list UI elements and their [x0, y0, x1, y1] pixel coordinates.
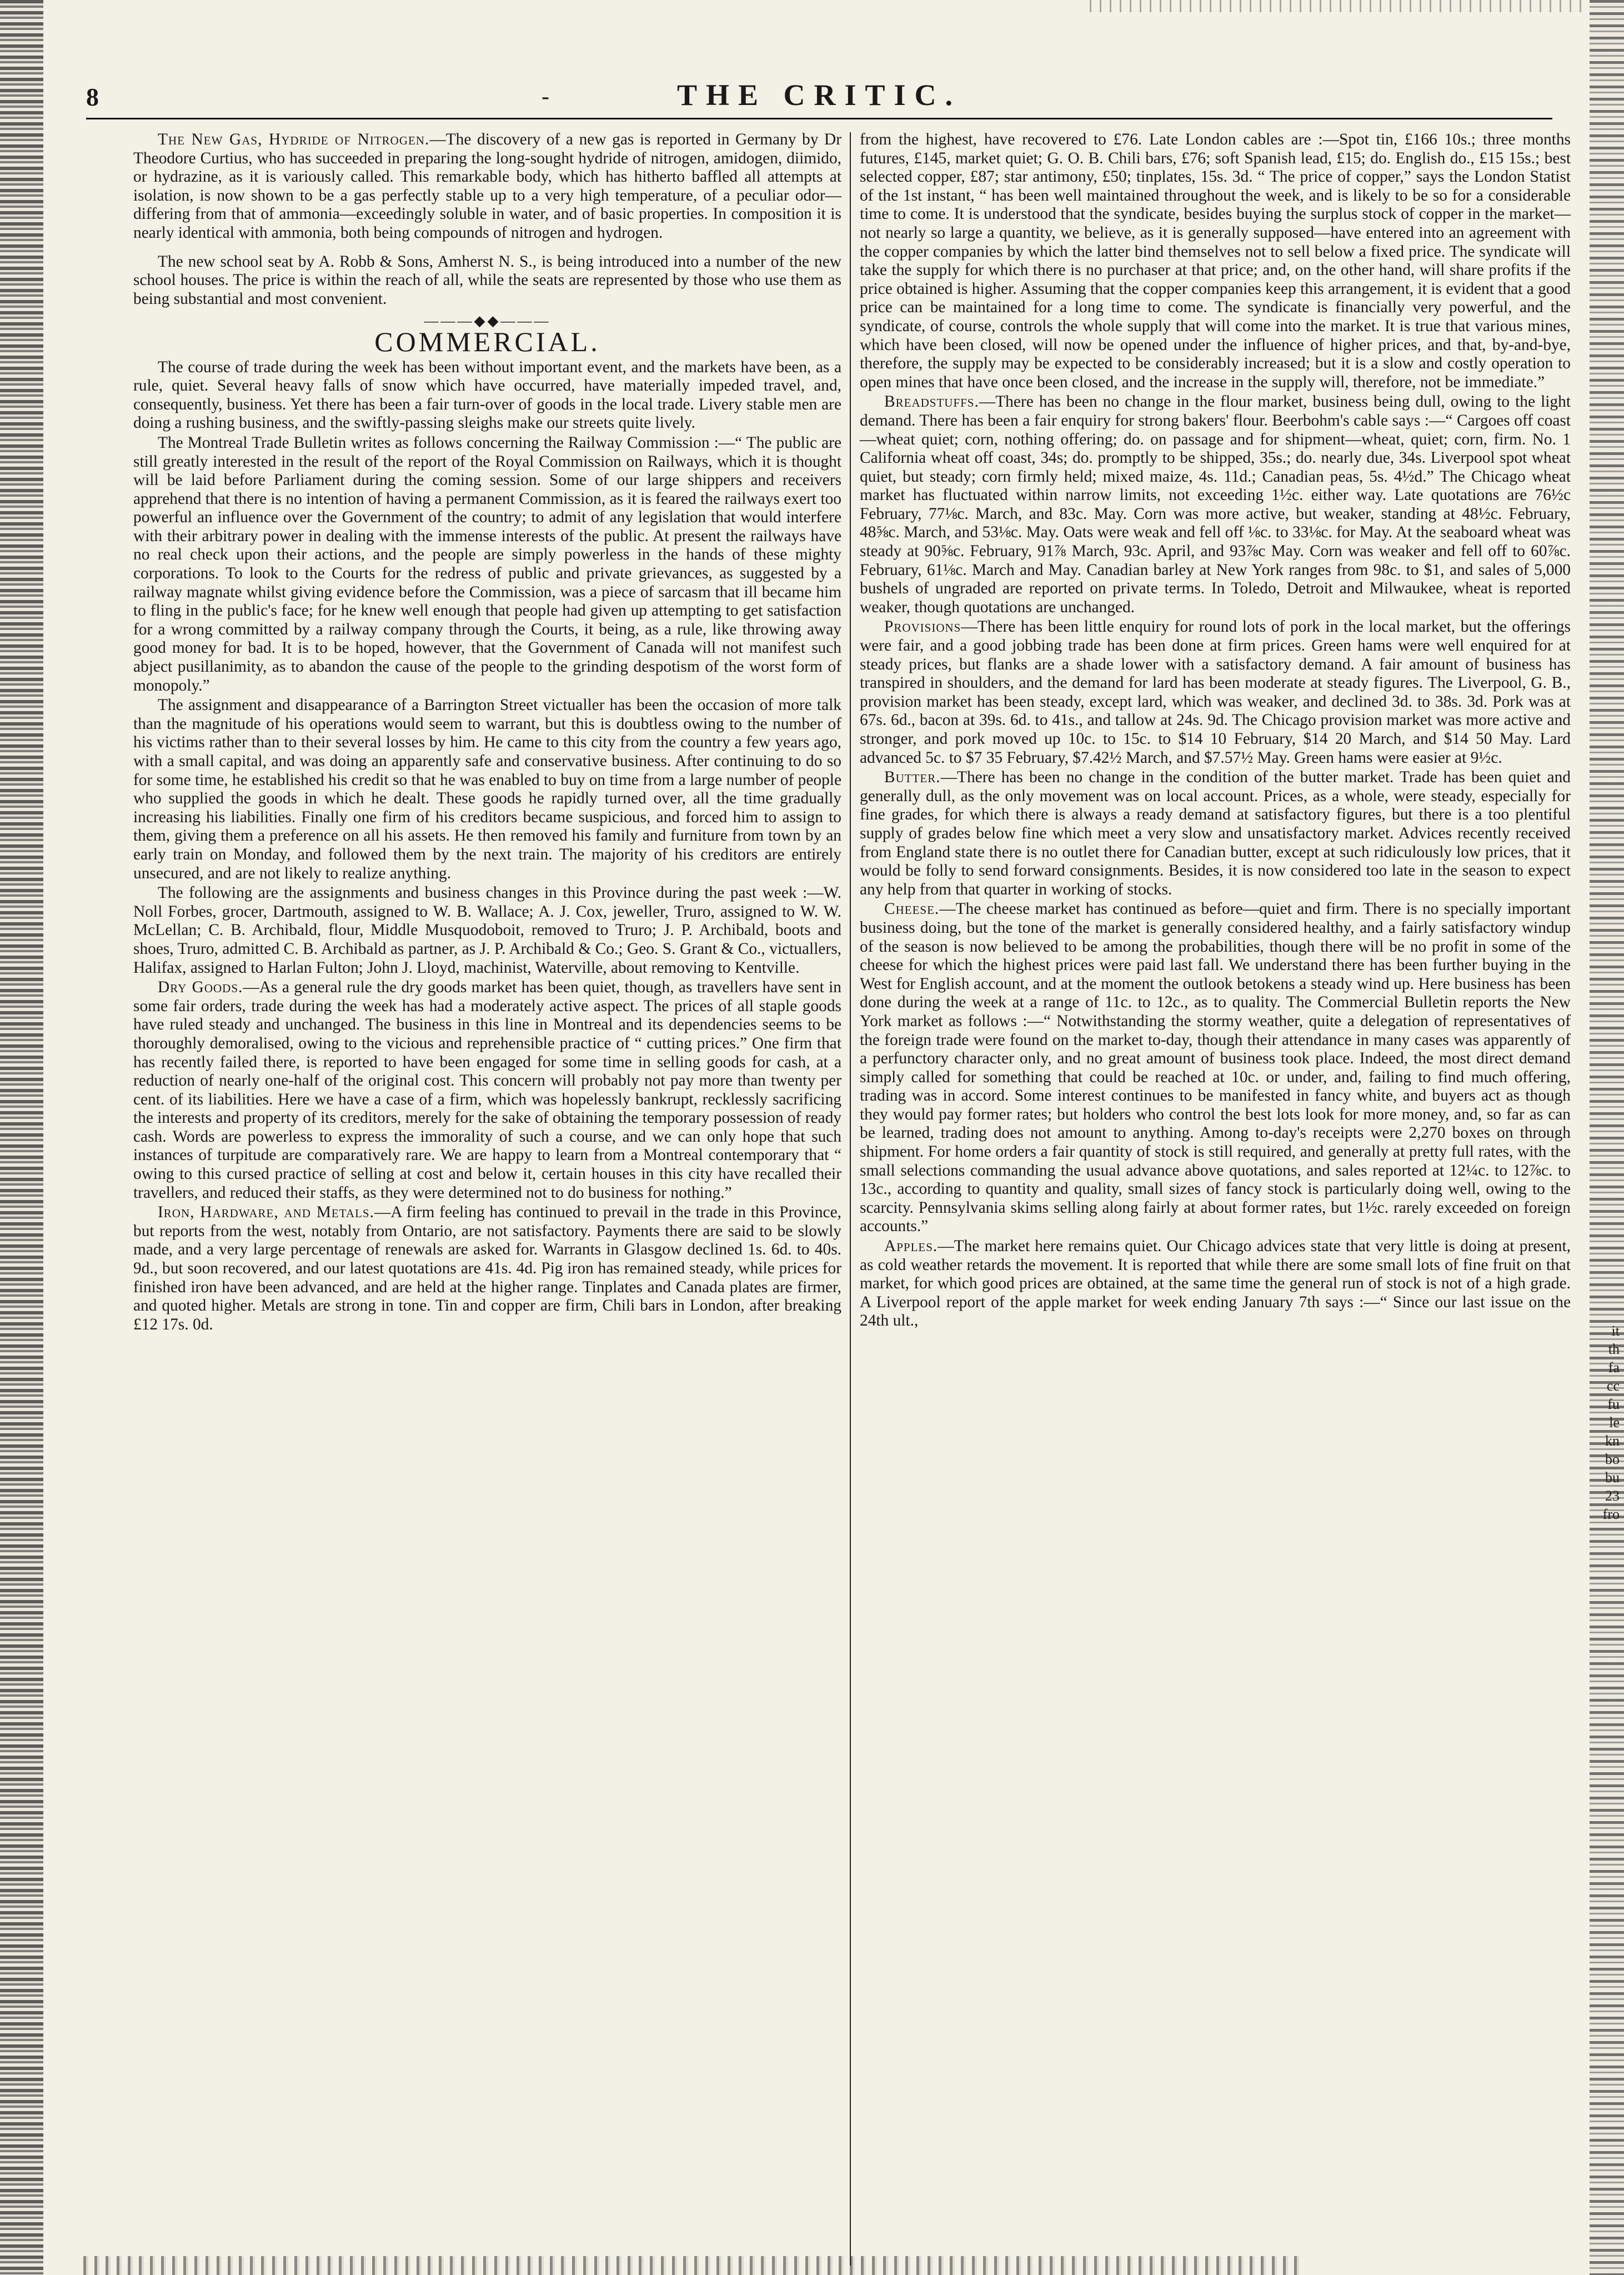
article-body: —There has been no change in the flour market, business being dull, owing to the light demand. There has been a fair enquiry for strong bakers' flour. Beerbohm's cable says :—“ Cargoes off coast—wheat quiet; corn, nothing offering; do. on passage and for shipment—wheat, quiet; corn, firm. No. 1 California wheat off coast, 34s; do. promptly to be shipped, 35s.; do. nearly due, 34s. Liverpool spot wheat quiet, but steady; corn firmly held; mixed maize, 4s. 11d.; Canadian peas, 5s. 4½d.” The Chicago wheat market has fluctuated within narrow limits, not exceeding 1½c. either way. Late quotations are 76½c February, 77⅛c. March, and 83c. May. Corn was more active, but weaker, standing at 48½c. February, 48⅝c. March, and 53⅛c. May. Oats were weak and fell off ⅛c. to 33⅛c. for May. At the seaboard wheat was steady at 90⅝c. February, 91⅞ March, 93c. April, and 93⅞c May. Corn was weaker and fell off to 60⅞c. February, 61⅛c. March and May. Canadian barley at New York ranges from 98c. to $1, and sales of 5,000 bushels of ungraded are reported on private terms. In Toledo, Detroit and Milwaukee, wheat is reported weaker, though quotations are unchanged. [860, 393, 1571, 616]
article-breadstuffs [860, 393, 1571, 617]
article-lead: Cheese. [884, 900, 940, 918]
margin-fragment: fa [1608, 1359, 1620, 1376]
article-body: —There has been little enquiry for round lots of pork in the local market, but the offerings were fair, and a good jobbing trade has been done at firm prices. Green hams were well enquired for at steady prices, but flanks are a shade lower with a satisfactory demand. A fair amount of business has transpired in shoulders, and the demand for lard has been moderate at steady figures. The Liverpool, G. B., provision market has been steady, except lard, which was weaker, and declined 3d. to 38s. 3d. Pork was at 67s. 6d., bacon at 39s. 6d. to 41s., and tallow at 24s. 9d. The Chicago provision market was more active and stronger, and pork moved up 10c. to 15c. to $14 10 February, $14 20 March, and $14 50 May. Lard advanced 5c. to $7 35 February, $7.42½ March, and $7.57½ May. Green hams were easier at 9½c. [860, 618, 1571, 767]
paragraph-montreal: The Montreal Trade Bulletin writes as follows concerning the Railway Commission :—“ The public are still greatly interested in the result of the report of the Royal Commission on Railways, which it is thought will be laid before Parliament during the coming session. Some of our large shippers and receivers apprehend that there is no intention of having a permanent Commission, as it is feared the railways exert too powerful an influence over the Government of the country; to admit of any legislation that would interfere with their arbitrary power in dealing with the immense interests of the public. At present the railways have no real check upon their actions, and the people are simply powerless in the hands of these mighty corporations. To look to the Courts for the redress of public and private grievances, as suggested by a railway magnate whilst giving evidence before the Commission, was a piece of sarcasm that ill became him to fling in the public's face; for he knew well enough that people had given up attempting to get satisfaction for a wrong committed by a railway company through the Courts, it being, as a rule, like throwing away good money for bad. It is to be hoped, however, that the Government of Canada will not manifest such abject pusillanimity, as to abandon the cause of the people to the grinding despotism of the worst form of monopoly.” [133, 433, 841, 694]
article-body: —The cheese market has continued as before—quiet and firm. There is no specially important business doing, but the tone of the market is generally considered healthy, and a fairly satisfactory windup of the season is now believed to be among the probabilities, though there will be no profit in some of the cheese for which the highest prices were paid last fall. We understand there has been further buying in the West for English account, and at the moment the outlook betokens a steady wind up. Here business has been done during the week at a range of 11c. to 12c., as to quality. The Commercial Bulletin reports the New York market as follows :—“ Notwithstanding the stormy weather, quite a delegation of representatives of the foreign trade were found on the market to-day, though their attendance in many cases was apparently of a perfunctory character only, and no great amount of business took place. Indeed, the most direct demand simply called for something that could be reached at 10c. or under, and, failing to find much offering, trading was in accord. Some interest continues to be manifested in fancy white, and buyers act as though they would pay former rates; but holders who control the best lots look for more money, and, so far as can be learned, trading does not amount to anything. Among to-day's receipts were 2,270 boxes on through shipment. For home orders a fair quantity of stock is still required, and generally at pretty full rates, with the small selections commanding the usual advance above quotations, and sales reported at 12¼c. to 12⅞c. to 13c., according to quantity and quality, small sizes of fancy stock is particularly doing well, owing to the scarcity. Pennsylvania skims selling along fairly at about former rates, but 1½c. rarely exceeded on foreign accounts.” [860, 900, 1571, 1236]
margin-fragment: fu [1607, 1396, 1620, 1412]
article-body: —As a general rule the dry goods market has been quiet, though, as travellers have sent in some fair orders, trade during the week has had a moderately active aspect. The prices of all staple goods have ruled steady and unchanged. The business in this line in Montreal and its dependencies seems to be thoroughly demoralised, owing to the vicious and reprehensible practice of “ cutting prices.” One firm that has recently failed there, is reported to have been engaged for some time in selling goods for cash, at a reduction of nearly one-half of the original cost. This concern will probably not pay more than twenty per cent. of its liabilities. Here we have a case of a firm, which was hopelessly bankrupt, recklessly sacrificing the interests and property of its creditors, merely for the sake of obtaining the temporary possession of ready cash. Words are powerless to express the immorality of such a course, and we can only hope that such instances of turpitude are comparatively rare. We are happy to learn from a Montreal contemporary that “ owing to this cursed practice of selling at cost and below it, certain houses in this city have recalled their travellers, and reduced their staffs, as they were determined not to do business for nothing.” [133, 978, 841, 1202]
scan-edge-right [1590, 0, 1624, 2275]
page-header [86, 78, 1552, 119]
margin-fragment: kn [1605, 1433, 1620, 1449]
scan-edge-left [0, 0, 43, 2275]
margin-fragment: cc [1606, 1378, 1620, 1394]
scan-noise-top [1090, 0, 1590, 12]
margin-fragment: bo [1605, 1451, 1620, 1467]
article-body: —The market here remains quiet. Our Chicago advices state that very little is doing at present, as cold weather retards the movement. It is reported that while there are some small lots of fine fruit on that market, for which good prices are obtained, at the same time the general run of stock is not of a high grade. A Liverpool report of the apple market for week ending January 7th says :—“ Since our last issue on the 24th ult., [860, 1237, 1571, 1330]
article-lead: Breadstuffs. [884, 393, 979, 411]
margin-fragments [1592, 1322, 1620, 1523]
article-dry-goods [133, 978, 841, 1202]
margin-fragment: 23 [1605, 1488, 1620, 1504]
paragraph-assignments: The following are the assignments and business changes in this Province during the past week :—W. Noll Forbes, grocer, Dartmouth, assigned to W. B. Wallace; A. J. Cox, jeweller, Truro, assigned to W. W. McLellan; C. B. Archibald, flour, Middle Musquodoboit, removed to Truro; J. P. Archibald, boots and shoes, Truro, admitted C. B. Archibald as partner, as J. P. Archibald & Co.; Geo. S. Grant & Co., victuallers, Halifax, assigned to Harlan Fulton; John J. Lloyd, machinist, Waterville, about removing to Kentville. [133, 884, 841, 977]
article-lead: The New Gas, Hydride of Nitrogen. [158, 131, 430, 148]
article-lead: Butter. [884, 768, 941, 787]
margin-fragment: fro [1602, 1506, 1620, 1522]
paragraph-copper-continued: from the highest, have recovered to £76. Late London cables are :—Spot tin, £166 10s.; three months futures, £145, market quiet; G. O. B. Chili bars, £76; soft Spanish lead, £15; do. English do., £15 15s.; best selected copper, £87; star antimony, £50; tinplates, 15s. 3d. “ The price of copper,” says the London Statist of the 1st instant, “ has been well maintained throughout the week, and is likely to be so for a considerable time to come. It is understood that the syndicate, besides buying the surplus stock of copper in the market—not nearly so large a quantity, we believe, as it is generally supposed—have entered into an agreement with the copper companies by which the latter bind themselves not to sell below a fixed price. The syndicate will take the supply for which there is no purchaser at that price; and, on the other hand, will share profits if the price obtained is higher. Assuming that the copper companies keep this arrangement, it is evident that a good price can be maintained for a long time to come. The syndicate is financially very powerful, and the syndicate, of course, controls the whole supply that will come into the market. It is true that various mines, which have been closed, will now be opened under the influence of higher prices, and that, by-and-bye, therefore, the supply may be expected to be considerably increased; but it is a slow and costly operation to open mines that have once been closed, and the increase in the supply will, therefore, not be immediate.” [860, 131, 1571, 391]
paragraph-trade: The course of trade during the week has been without important event, and the markets have been, as a rule, quiet. Several heavy falls of snow which have occurred, have materially impeded travel, and, consequently, business. Yet there has been a fair turn-over of goods in the local trade. Livery stable men are doing a rushing business, and the swiftly-passing sleighs make our streets quite lively. [133, 358, 841, 432]
paragraph-barrington: The assignment and disappearance of a Barrington Street victualler has been the occasion of more talk than the magnitude of his operations would seem to warrant, but this is doubtless owing to the number of his victims rather than to their several losses by him. He came to this city from the country a few years ago, with a small capital, and was doing an apparently safe and conservative business. After continuing to do so for some time, he established his credit so that he was enabled to buy on time from a large number of people who supplied the goods in which he dealt. These goods he rapidly turned over, all the time gradually increasing his liabilities. Finally one firm of his creditors became suspicious, and forced him to assign to them, giving them a preference on all his assets. He then removed his family and furniture from town by an early train on Monday, and followed them by the next train. The majority of his creditors are entirely unsecured, and are not likely to realize anything. [133, 696, 841, 882]
margin-fragment: le [1609, 1414, 1620, 1431]
right-column [860, 131, 1571, 1331]
header-dash: - [542, 84, 549, 109]
column-rule [850, 132, 851, 2266]
article-body: —A firm feeling has continued to prevail in the trade in this Province, but reports from the west, notably from Ontario, are not satisfactory. Payments there are said to be slowly made, and a very large percentage of renewals are asked for. Warrants in Glasgow declined 1s. 6d. to 40s. 9d., but soon recovered, and our latest quotations are 41s. 4d. Pig iron has remained steady, while prices for finished iron have been advanced, and are held at the higher range. Tinplates and Canada plates are firmer, and quoted higher. Metals are strong in tone. Tin and copper are firm, Chili bars in London, after breaking £12 17s. 0d. [133, 1203, 841, 1333]
article-lead: Iron, Hardware, and Metals. [158, 1203, 374, 1222]
margin-fragment: bu [1605, 1469, 1620, 1486]
article-iron [133, 1203, 841, 1334]
section-ornament: ———◆◆——— [424, 313, 551, 329]
article-cheese [860, 900, 1571, 1236]
article-body: —There has been no change in the condition of the butter market. Trade has been quiet and generally dull, as the only movement was on local account. Prices, as a whole, were steady, especially for fine grades, for which there is always a ready demand at satisfactory figures, but there is a too plentiful supply of grades below fine which meet a very slow and unsatisfactory market. Advices recently received from England state there is no outlet there for Canadian butter, except at such ridiculously low prices, that it would be folly to send forward consignments. Besides, it is now considered too late in the season to expect any help from that quarter in working of stocks. [860, 768, 1571, 898]
article-lead: Provisions [884, 618, 961, 636]
article-provisions [860, 618, 1571, 767]
article-body: —The discovery of a new gas is reported in Germany by Dr Theodore Curtius, who has succeeded in preparing the long-sought hydride of nitrogen, amidogen, diimido, or hydrazine, as it is variously called. This remarkable body, which has hitherto baffled all attempts at isolation, is now shown to be a gas perfectly stable up to a very high temperature, of a peculiar odor—differing from that of ammonia—exceedingly soluble in water, and of basic properties. In composition it is nearly identical with ammonia, both being compounds of nitrogen and hydrogen. [133, 131, 842, 242]
article-lead: Apples. [884, 1237, 938, 1256]
section-heading-commercial: COMMERCIAL. [374, 326, 600, 357]
article-apples [860, 1237, 1571, 1331]
masthead-title: THE CRITIC. [676, 78, 962, 112]
margin-fragment: th [1608, 1341, 1620, 1357]
article-lead: Dry Goods. [158, 978, 243, 997]
page-number: 8 [86, 83, 99, 111]
margin-fragment: it [1611, 1323, 1620, 1339]
left-column [133, 131, 841, 1334]
scan-noise-bottom [83, 2256, 1305, 2275]
article-school-seat: The new school seat by A. Robb & Sons, Amherst N. S., is being introduced into a number of the new school houses. The price is within the reach of all, while the seats are represented by those who use them as being substantial and most convenient. [133, 252, 841, 308]
article-nitrogen [133, 131, 841, 243]
article-butter [860, 768, 1571, 899]
